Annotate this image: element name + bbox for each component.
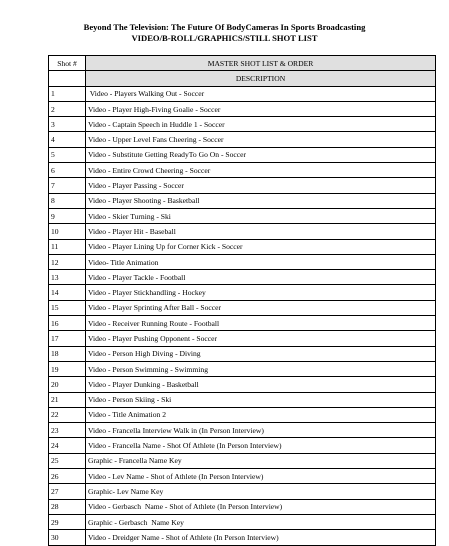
- shot-list-table: [48, 55, 436, 546]
- table-row: [49, 499, 436, 514]
- shot-description-cell: Video - Person Skiing - Ski: [86, 392, 436, 407]
- shot-number-cell: 19: [49, 361, 86, 376]
- document-subtitle: VIDEO/B-ROLL/GRAPHICS/STILL SHOT LIST: [131, 33, 318, 43]
- table-row: [49, 346, 436, 361]
- shot-description-cell: Video - Player Lining Up for Corner Kick - Soccer: [86, 239, 436, 254]
- shot-number-cell: 28: [49, 499, 86, 514]
- shot-number-header: Shot #: [49, 56, 86, 71]
- shot-number-cell: 11: [49, 239, 86, 254]
- shot-number-cell: 29: [49, 514, 86, 529]
- master-shot-list-header: MASTER SHOT LIST & ORDER: [86, 56, 436, 71]
- shot-number-cell: 10: [49, 224, 86, 239]
- shot-description-cell: Video - Substitute Getting ReadyTo Go On - Soccer: [86, 147, 436, 162]
- shot-number-cell: 23: [49, 423, 86, 438]
- header-row-description: [49, 71, 436, 86]
- shot-description-cell: Video - Receiver Running Route - Football: [86, 316, 436, 331]
- shot-description-cell: Video - Player Sprinting After Ball - Soccer: [86, 300, 436, 315]
- table-row: [49, 224, 436, 239]
- table-row: [49, 453, 436, 468]
- shot-description-cell: Video - Player High-Fiving Goalie - Soccer: [86, 101, 436, 116]
- shot-number-cell: 13: [49, 270, 86, 285]
- table-row: [49, 132, 436, 147]
- shot-description-cell: Graphic - Francella Name Key: [86, 453, 436, 468]
- shot-number-cell: 2: [49, 101, 86, 116]
- table-row: [49, 392, 436, 407]
- table-row: [49, 407, 436, 422]
- shot-number-cell: 30: [49, 530, 86, 545]
- shot-description-cell: Video - Person High Diving - Diving: [86, 346, 436, 361]
- table-row: [49, 285, 436, 300]
- shot-number-cell: 16: [49, 316, 86, 331]
- shot-number-cell: 4: [49, 132, 86, 147]
- shot-description-cell: Video - Title Animation 2: [86, 407, 436, 422]
- shot-description-cell: Video - Player Tackle - Football: [86, 270, 436, 285]
- shot-number-cell: 1: [49, 86, 86, 101]
- table-row: [49, 438, 436, 453]
- shot-description-cell: Video - Dreidger Name - Shot of Athlete (In Person Interview): [86, 530, 436, 545]
- shot-number-cell: 9: [49, 208, 86, 223]
- table-row: [49, 331, 436, 346]
- shot-description-cell: Video - Person Swimming - Swimming: [86, 361, 436, 376]
- table-row: [49, 208, 436, 223]
- table-row: [49, 316, 436, 331]
- table-row: [49, 163, 436, 178]
- shot-number-cell: 18: [49, 346, 86, 361]
- table-row: [49, 300, 436, 315]
- shot-description-cell: Video - Player Pushing Opponent - Soccer: [86, 331, 436, 346]
- shot-list-body: [49, 86, 436, 545]
- table-row: [49, 377, 436, 392]
- table-row: [49, 361, 436, 376]
- shot-number-cell: 26: [49, 469, 86, 484]
- description-header: DESCRIPTION: [86, 71, 436, 86]
- shot-description-cell: Video - Player Dunking - Basketball: [86, 377, 436, 392]
- shot-description-cell: Video - Players Walking Out - Soccer: [86, 86, 436, 101]
- table-row: [49, 147, 436, 162]
- table-row: [49, 254, 436, 269]
- shot-description-cell: Video - Player Passing - Soccer: [86, 178, 436, 193]
- shot-number-cell: 20: [49, 377, 86, 392]
- shot-number-cell: 24: [49, 438, 86, 453]
- shot-number-cell: 21: [49, 392, 86, 407]
- shot-number-cell: 8: [49, 193, 86, 208]
- shot-description-cell: Video - Player Stickhandling - Hockey: [86, 285, 436, 300]
- shot-list-header: [49, 56, 436, 87]
- shot-number-cell: 17: [49, 331, 86, 346]
- table-row: [49, 514, 436, 529]
- shot-number-cell: 3: [49, 117, 86, 132]
- shot-number-cell: 22: [49, 407, 86, 422]
- shot-number-cell: 15: [49, 300, 86, 315]
- shot-description-cell: Video - Captain Speech in Huddle 1 - Soccer: [86, 117, 436, 132]
- shot-description-cell: Video - Francella Interview Walk in (In Person Interview): [86, 423, 436, 438]
- shot-description-cell: Video - Gerbasch Name - Shot of Athlete (In Person Interview): [86, 499, 436, 514]
- table-row: [49, 484, 436, 499]
- shot-number-cell: 6: [49, 163, 86, 178]
- table-row: [49, 239, 436, 254]
- shot-description-cell: Video- Title Animation: [86, 254, 436, 269]
- table-row: [49, 469, 436, 484]
- table-row: [49, 530, 436, 545]
- shot-description-cell: Video - Upper Level Fans Cheering - Soccer: [86, 132, 436, 147]
- table-row: [49, 423, 436, 438]
- document-title: Beyond The Television: The Future Of BodyCameras In Sports Broadcasting: [83, 22, 366, 32]
- shot-number-header-blank: [49, 71, 86, 86]
- shot-number-cell: 14: [49, 285, 86, 300]
- table-row: [49, 101, 436, 116]
- table-row: [49, 270, 436, 285]
- shot-description-cell: Video - Francella Name - Shot Of Athlete (In Person Interview): [86, 438, 436, 453]
- shot-description-cell: Video - Entire Crowd Cheering - Soccer: [86, 163, 436, 178]
- shot-description-cell: Video - Player Hit - Baseball: [86, 224, 436, 239]
- shot-description-cell: Video - Player Shooting - Basketball: [86, 193, 436, 208]
- table-row: [49, 193, 436, 208]
- shot-number-cell: 27: [49, 484, 86, 499]
- shot-number-cell: 5: [49, 147, 86, 162]
- table-row: [49, 86, 436, 101]
- shot-number-cell: 7: [49, 178, 86, 193]
- shot-description-cell: Video - Skier Turning - Ski: [86, 208, 436, 223]
- shot-description-cell: Graphic- Lev Name Key: [86, 484, 436, 499]
- shot-description-cell: Video - Lev Name - Shot of Athlete (In Person Interview): [86, 469, 436, 484]
- shot-number-cell: 12: [49, 254, 86, 269]
- shot-number-cell: 25: [49, 453, 86, 468]
- header-row-master: [49, 56, 436, 71]
- shot-description-cell: Graphic - Gerbasch Name Key: [86, 514, 436, 529]
- table-row: [49, 178, 436, 193]
- table-row: [49, 117, 436, 132]
